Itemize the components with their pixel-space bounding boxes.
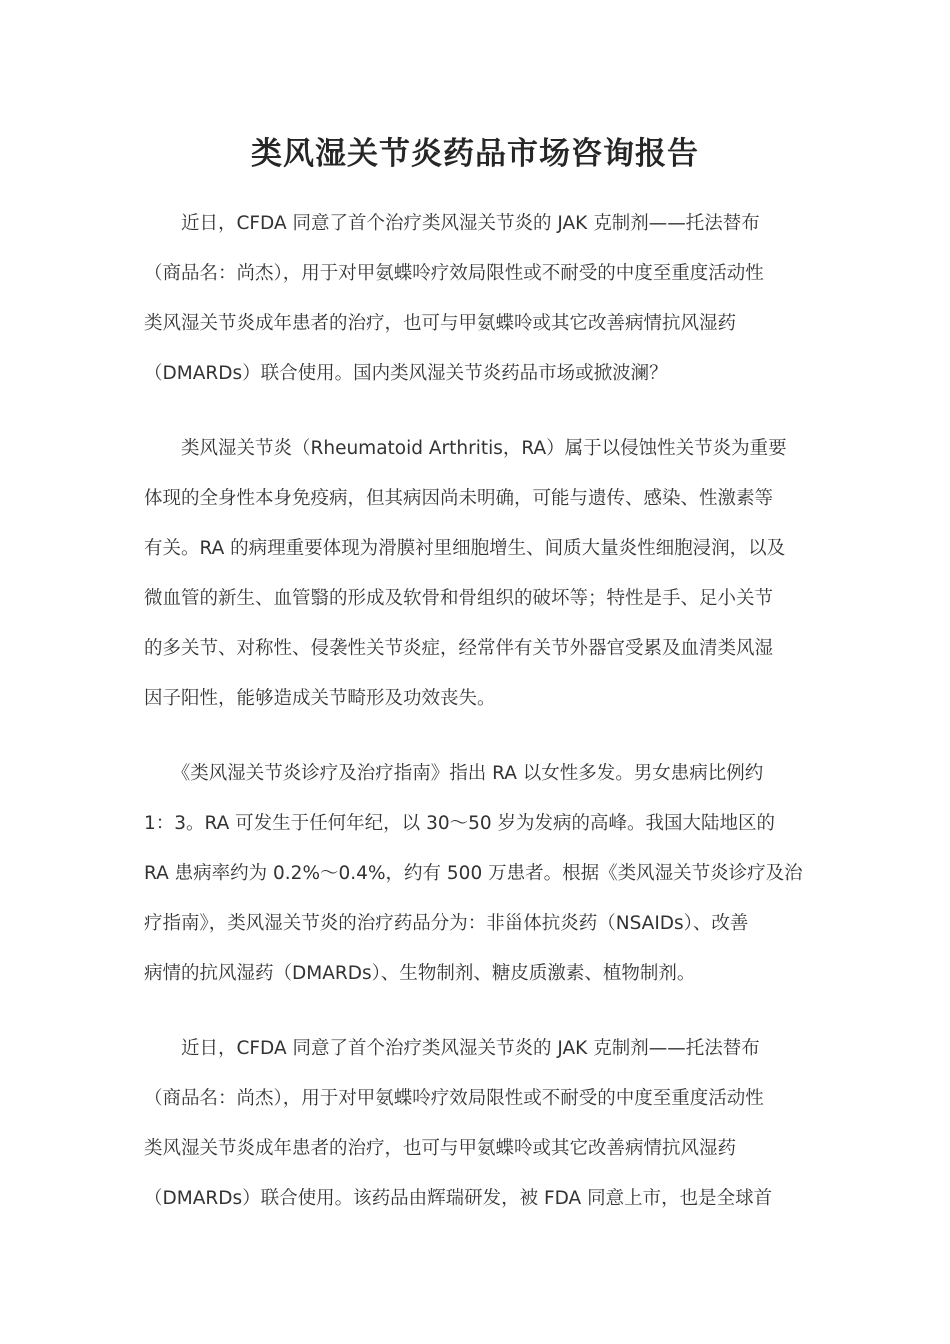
text-line: 类风湿关节炎成年患者的治疗，也可与甲氨蝶呤或其它改善病情抗风湿药 bbox=[144, 313, 737, 334]
text-line: 疗指南》，类风湿关节炎的治疗药品分为：非甾体抗炎药（NSAIDs）、改善 bbox=[144, 913, 749, 934]
paragraph-4 bbox=[144, 1024, 808, 1224]
text-line: 微血管的新生、血管翳的形成及软骨和骨组织的破坏等；特性是手、足小关节 bbox=[144, 588, 774, 609]
paragraph-3 bbox=[144, 749, 808, 999]
document-body bbox=[144, 199, 808, 1249]
text-line: （商品名：尚杰），用于对甲氨蝶呤疗效局限性或不耐受的中度至重度活动性 bbox=[144, 1088, 764, 1109]
text-line: 有关。RA 的病理重要体现为滑膜衬里细胞增生、间质大量炎性细胞浸润，以及 bbox=[144, 538, 786, 559]
text-line: 《类风湿关节炎诊疗及治疗指南》指出 RA 以女性多发。男女患病比例约 bbox=[144, 763, 764, 784]
text-line: 病情的抗风湿药（DMARDs）、生物制剂、糖皮质激素、植物制剂。 bbox=[144, 963, 696, 984]
text-line: RA 患病率约为 0.2%～0.4%，约有 500 万患者。根据《类风湿关节炎诊疗及治 bbox=[144, 863, 803, 884]
text-line: 的多关节、对称性、侵袭性关节炎症，经常伴有关节外器官受累及血清类风湿 bbox=[144, 638, 774, 659]
text-line: （DMARDs）联合使用。该药品由辉瑞研发，被 FDA 同意上市，也是全球首 bbox=[144, 1188, 773, 1209]
document-title: 类风湿关节炎药品市场咨询报告 bbox=[251, 136, 699, 172]
text-line: 1：3。RA 可发生于任何年纪，以 30～50 岁为发病的高峰。我国大陆地区的 bbox=[144, 813, 776, 834]
paragraph-2 bbox=[144, 424, 808, 724]
text-line: 类风湿关节炎成年患者的治疗，也可与甲氨蝶呤或其它改善病情抗风湿药 bbox=[144, 1138, 737, 1159]
text-line: 近日，CFDA 同意了首个治疗类风湿关节炎的 JAK 克制剂——托法替布 bbox=[144, 1038, 760, 1059]
text-line: （DMARDs）联合使用。国内类风湿关节炎药品市场或掀波澜？ bbox=[144, 363, 668, 384]
text-line: 体现的全身性本身免疫病，但其病因尚未明确，可能与遗传、感染、性激素等 bbox=[144, 488, 774, 509]
text-line: 近日，CFDA 同意了首个治疗类风湿关节炎的 JAK 克制剂——托法替布 bbox=[144, 213, 760, 234]
text-line: （商品名：尚杰），用于对甲氨蝶呤疗效局限性或不耐受的中度至重度活动性 bbox=[144, 263, 764, 284]
text-line: 类风湿关节炎（Rheumatoid Arthritis，RA）属于以侵蚀性关节炎为重要 bbox=[144, 438, 787, 459]
text-line: 因子阳性，能够造成关节畸形及功效丧失。 bbox=[144, 688, 496, 709]
paragraph-1 bbox=[144, 199, 808, 399]
